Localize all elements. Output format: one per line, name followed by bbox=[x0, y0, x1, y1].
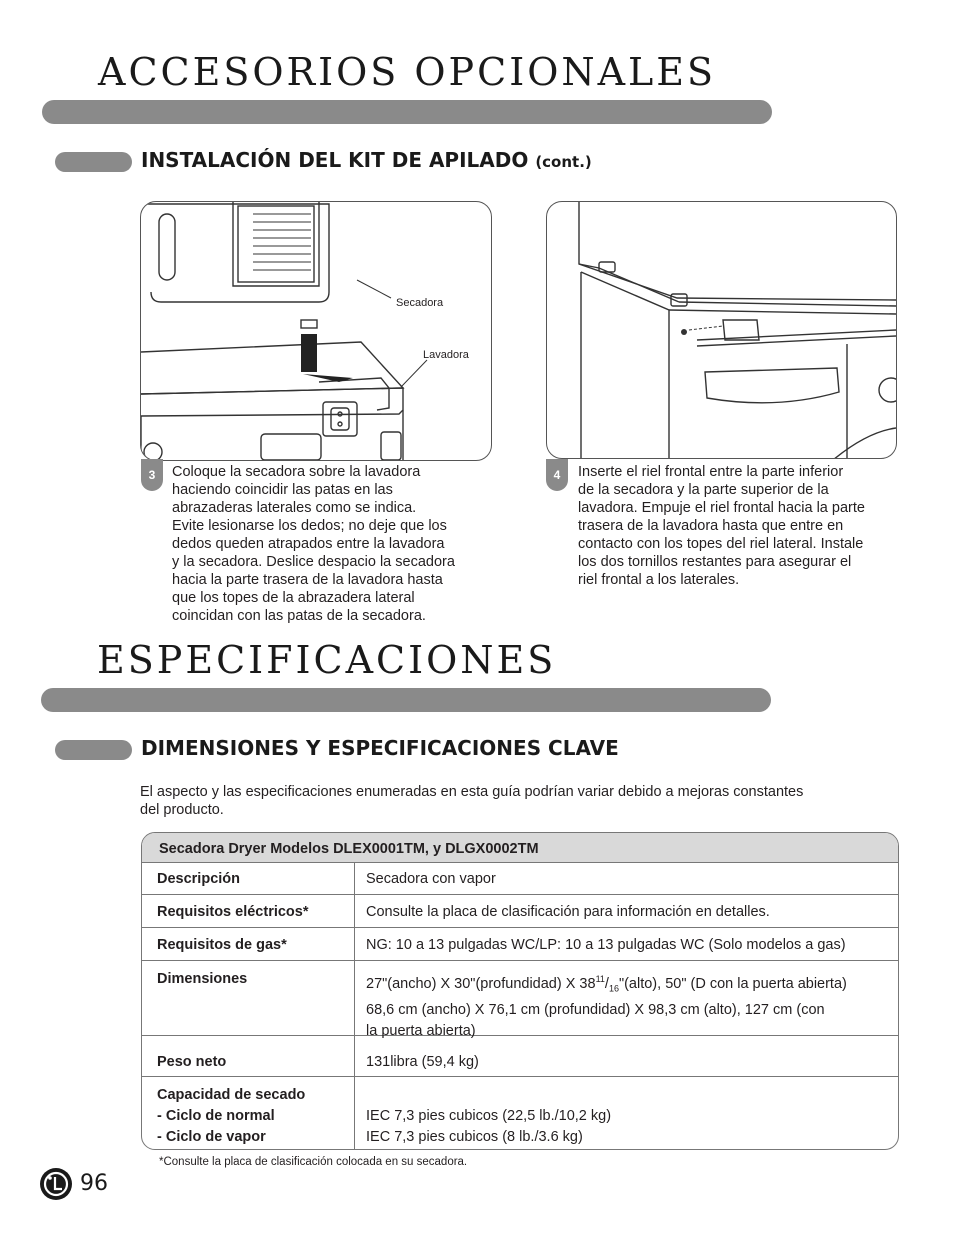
step-4-line: trasera de la lavadora hasta que entre en bbox=[578, 518, 844, 534]
step-3-line: y la secadora. Deslice despacio la secadora bbox=[172, 554, 455, 570]
row-label-electricos: Requisitos eléctricos* bbox=[157, 904, 309, 920]
capacity-normal-value: IEC 7,3 pies cubicos (22,5 lb./10,2 kg) bbox=[366, 1108, 612, 1124]
intro-text bbox=[140, 783, 880, 819]
lg-logo-icon bbox=[39, 1167, 73, 1201]
logo-text: LG bbox=[39, 1167, 41, 1168]
step-4-line: de la secadora y la parte superior de la bbox=[578, 482, 829, 498]
step-3-line: haciendo coincidir las patas en las bbox=[172, 482, 393, 498]
section-title-especificaciones: ESPECIFICACIONES bbox=[97, 638, 557, 682]
dimensions-imperial-b: "(alto), 50" (D con la puerta abierta) bbox=[618, 975, 847, 992]
row-label-gas: Requisitos de gas* bbox=[157, 937, 287, 953]
title-bar-2 bbox=[41, 688, 771, 712]
label-lavadora: Lavadora bbox=[423, 349, 469, 361]
step-3-line: abrazaderas laterales como se indica. bbox=[172, 500, 417, 516]
subtitle-suffix: (cont.) bbox=[535, 153, 592, 171]
dimensions-imperial: 27"(ancho) X 30"(profundidad) X $38^{11}/_{16}"(alto)$, 50" (D con la puerta abierta) bbox=[366, 974, 847, 994]
subtitle-dimensions: DIMENSIONES Y ESPECIFICACIONES CLAVE bbox=[141, 736, 619, 760]
step-3-line: coincidan con las patas de la secadora. bbox=[172, 608, 426, 624]
step-4-line: Inserte el riel frontal entre la parte inferior bbox=[578, 464, 844, 480]
row-value-electricos: Consulte la placa de clasificación para información en detalles. bbox=[366, 904, 770, 920]
row-value-capacidad bbox=[366, 1106, 611, 1148]
table-row bbox=[142, 961, 898, 1039]
fraction-denominator: 16 bbox=[608, 983, 619, 994]
intro-line: del producto. bbox=[140, 802, 224, 818]
step-3-line: Evite lesionarse los dedos; no deje que los bbox=[172, 518, 447, 534]
step-4-badge: 4 bbox=[546, 459, 568, 491]
row-label-descripcion: Descripción bbox=[157, 871, 240, 887]
step-4-text bbox=[578, 463, 896, 589]
step-3-line: dedos queden atrapados entre la lavadora bbox=[172, 536, 445, 552]
step-4-line: contacto con los topes del riel lateral. Instale bbox=[578, 536, 864, 552]
step-3-line: Coloque la secadora sobre la lavadora bbox=[172, 464, 421, 480]
table-row bbox=[142, 895, 898, 928]
illustration-front-rail bbox=[547, 202, 896, 458]
subtitle-pill-2 bbox=[55, 740, 132, 760]
footnote: *Consulte la placa de clasificación colocada en su secadora. bbox=[159, 1156, 468, 1168]
row-value-descripcion: Secadora con vapor bbox=[366, 871, 496, 887]
figure-step-4 bbox=[546, 201, 897, 459]
figure-step-3 bbox=[140, 201, 492, 461]
label-secadora: Secadora bbox=[396, 297, 444, 309]
section-title-accesorios: ACCESORIOS OPCIONALES bbox=[98, 50, 717, 94]
row-value-peso: 131libra (59,4 kg) bbox=[366, 1054, 479, 1070]
step-4-line: lavadora. Empuje el riel frontal hacia la parte bbox=[578, 500, 865, 516]
dimensions-metric: 68,6 cm (ancho) X 76,1 cm (profundidad) X 98,3 cm (alto), 127 cm (con bbox=[366, 1001, 825, 1018]
subtitle-main: INSTALACIÓN DEL KIT DE APILADO bbox=[141, 148, 529, 172]
table-row bbox=[142, 1077, 898, 1149]
spec-table-header: Secadora Dryer Modelos DLEX0001TM, y DLGX0002TM bbox=[142, 833, 898, 863]
table-row bbox=[142, 1036, 898, 1077]
subtitle-pill bbox=[55, 152, 132, 172]
step-3-text bbox=[172, 463, 492, 625]
page-number: 96 bbox=[80, 1171, 108, 1196]
title-bar bbox=[42, 100, 772, 124]
subtitle-stacking-kit bbox=[141, 148, 592, 172]
row-label-dimensiones: Dimensiones bbox=[157, 971, 248, 987]
table-row bbox=[142, 928, 898, 961]
step-3-line: que los topes de la abrazadera lateral bbox=[172, 590, 415, 606]
capacity-label: Capacidad de secado bbox=[157, 1087, 306, 1103]
fraction-numerator: 11 bbox=[595, 974, 605, 984]
capacity-normal-label: - Ciclo de normal bbox=[157, 1108, 275, 1124]
row-value-gas: NG: 10 a 13 pulgadas WC/LP: 10 a 13 pulgadas WC (Solo modelos a gas) bbox=[366, 937, 846, 953]
step-4-line: los dos tornillos restantes para asegurar el bbox=[578, 554, 852, 570]
row-label-capacidad bbox=[157, 1085, 305, 1148]
dimensions-metric-cont: la puerta abierta) bbox=[366, 1022, 476, 1039]
capacity-steam-value: IEC 7,3 pies cubicos (8 lb./3.6 kg) bbox=[366, 1129, 583, 1145]
step-3-badge: 3 bbox=[141, 459, 163, 491]
step-4-line: riel frontal a los laterales. bbox=[578, 572, 740, 588]
spec-table bbox=[141, 832, 899, 1150]
row-label-peso: Peso neto bbox=[157, 1054, 227, 1070]
illustration-dryer-on-washer bbox=[141, 202, 491, 460]
row-value-dimensiones bbox=[366, 969, 896, 1042]
intro-line: El aspecto y las especificaciones enumeradas en esta guía podrían variar debido a mejoras constantes bbox=[140, 784, 804, 800]
dimensions-imperial-a: 27"(ancho) X 30"(profundidad) X 38 bbox=[366, 975, 596, 992]
capacity-steam-label: - Ciclo de vapor bbox=[157, 1129, 266, 1145]
table-row bbox=[142, 864, 898, 895]
step-3-line: hacia la parte trasera de la lavadora hasta bbox=[172, 572, 443, 588]
